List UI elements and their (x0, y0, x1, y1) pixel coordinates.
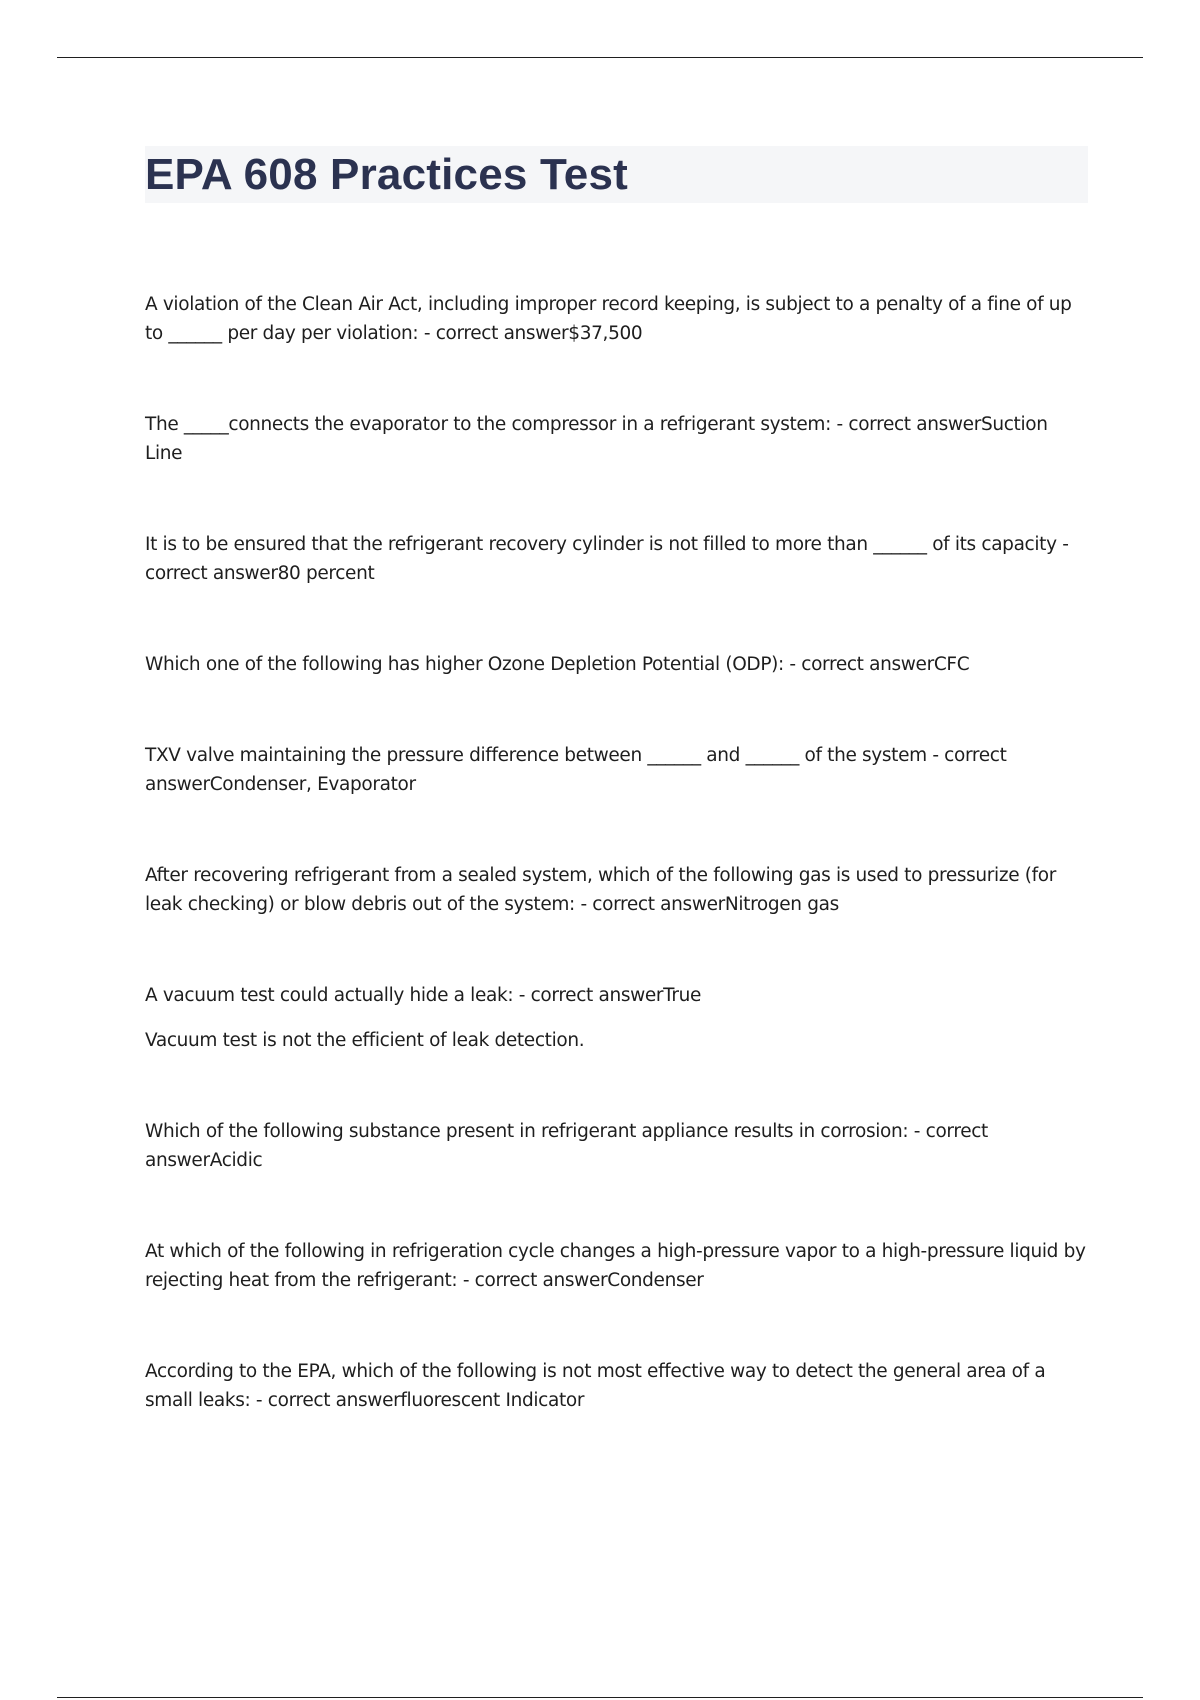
question-item (145, 1117, 1090, 1175)
question-text: According to the EPA, which of the following is not most effective way to detect the general area of a small leaks: - correct answerfluorescent Indicator (145, 1361, 1046, 1411)
question-text: The _____connects the evaporator to the compressor in a refrigerant system: - correct answerSuction Line (145, 414, 1048, 464)
question-text: It is to be ensured that the refrigerant recovery cylinder is not filled to more than ______ of its capacity - correct answer80 percent (145, 534, 1069, 584)
question-item (145, 410, 1090, 468)
question-text: A violation of the Clean Air Act, including improper record keeping, is subject to a penalty of a fine of up to ______ per day per violation: - correct answer$37,500 (145, 294, 1072, 344)
question-item (145, 530, 1090, 588)
question-item (145, 741, 1090, 799)
top-divider (57, 57, 1143, 58)
question-text: A vacuum test could actually hide a leak: - correct answerTrue (145, 985, 702, 1006)
explanation-item (145, 1026, 1090, 1055)
question-item (145, 1237, 1090, 1295)
question-item (145, 650, 1090, 679)
question-text: At which of the following in refrigeration cycle changes a high-pressure vapor to a high-pressure liquid by rejecting heat from the refrigerant: - correct answerCondenser (145, 1241, 1086, 1291)
question-item (145, 981, 1090, 1010)
explanation-text: Vacuum test is not the efficient of leak detection. (145, 1030, 585, 1051)
question-item (145, 861, 1090, 919)
page-title: EPA 608 Practices Test (145, 149, 628, 199)
question-text: TXV valve maintaining the pressure difference between ______ and ______ of the system - correct answerCondenser, Evaporator (145, 745, 1007, 795)
question-text: Which of the following substance present in refrigerant appliance results in corrosion: - correct answerAcidic (145, 1121, 988, 1171)
question-text: Which one of the following has higher Ozone Depletion Potential (ODP): - correct answerCFC (145, 654, 970, 675)
question-item (145, 290, 1090, 348)
question-list (145, 290, 1090, 1477)
title-band (145, 146, 1088, 203)
question-text: After recovering refrigerant from a sealed system, which of the following gas is used to pressurize (for leak checking) or blow debris out of the system: - correct answerNitrogen gas (145, 865, 1057, 915)
bottom-divider (57, 1697, 1143, 1698)
question-item (145, 1357, 1090, 1415)
